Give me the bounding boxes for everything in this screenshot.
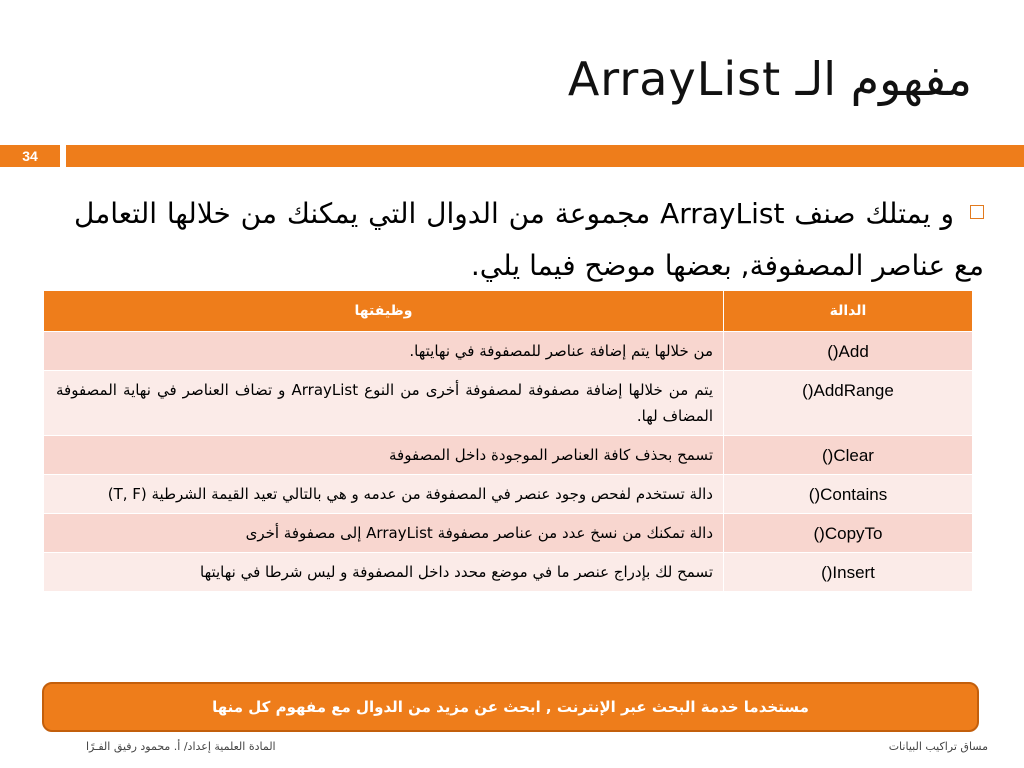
function-description: تسمح بحذف كافة العناصر الموجودة داخل المصفوفة (44, 436, 724, 475)
table-row (44, 514, 973, 553)
function-description: دالة تستخدم لفحص وجود عنصر في المصفوفة من عدمه و هي بالتالي تعيد القيمة الشرطية (T, F) (44, 475, 724, 514)
header-bar (66, 145, 1024, 167)
table-row (44, 553, 973, 592)
function-name: Insert() (724, 553, 973, 592)
function-name: Contains() (724, 475, 973, 514)
function-description: تسمح لك بإدراج عنصر ما في موضع محدد داخل المصفوفة و ليس شرطا في نهايتها (44, 553, 724, 592)
table-row (44, 371, 973, 436)
function-name: AddRange() (724, 371, 973, 436)
bullet-paragraph (74, 188, 984, 292)
function-name: Clear() (724, 436, 973, 475)
function-description: دالة تمكنك من نسخ عدد من عناصر مصفوفة ArrayList إلى مصفوفة أخرى (44, 514, 724, 553)
functions-table (43, 290, 973, 592)
square-bullet-icon (970, 205, 984, 219)
slide-number: 34 (22, 148, 38, 164)
bullet-text: و يمتلك صنف ArrayList مجموعة من الدوال التي يمكنك من خلالها التعامل مع عناصر المصفوفة, بعضها موضح فيما يلي. (74, 197, 984, 282)
function-name: Add() (724, 332, 973, 371)
function-description: من خلالها يتم إضافة عناصر للمصفوفة في نهايتها. (44, 332, 724, 371)
note-box: مستخدما خدمة البحث عبر الإنترنت , ابحث عن مزيد من الدوال مع مفهوم كل منها (42, 682, 979, 732)
header-function: الدالة (724, 291, 973, 332)
table-row (44, 475, 973, 514)
table-header-row (44, 291, 973, 332)
table-row (44, 436, 973, 475)
footer-author: المادة العلمية إعداد/ أ. محمود رفيق الفـرًا (86, 740, 276, 753)
footer-course: مساق تراكيب البيانات (888, 740, 988, 753)
function-description: يتم من خلالها إضافة مصفوفة لمصفوفة أخرى من النوع ArrayList و تضاف العناصر في نهاية المصفوفة المضاف لها. (44, 371, 724, 436)
table-row (44, 332, 973, 371)
function-name: CopyTo() (724, 514, 973, 553)
slide-title: مفهوم الـ ArrayList (567, 52, 972, 106)
header-description: وظيفتها (44, 291, 724, 332)
